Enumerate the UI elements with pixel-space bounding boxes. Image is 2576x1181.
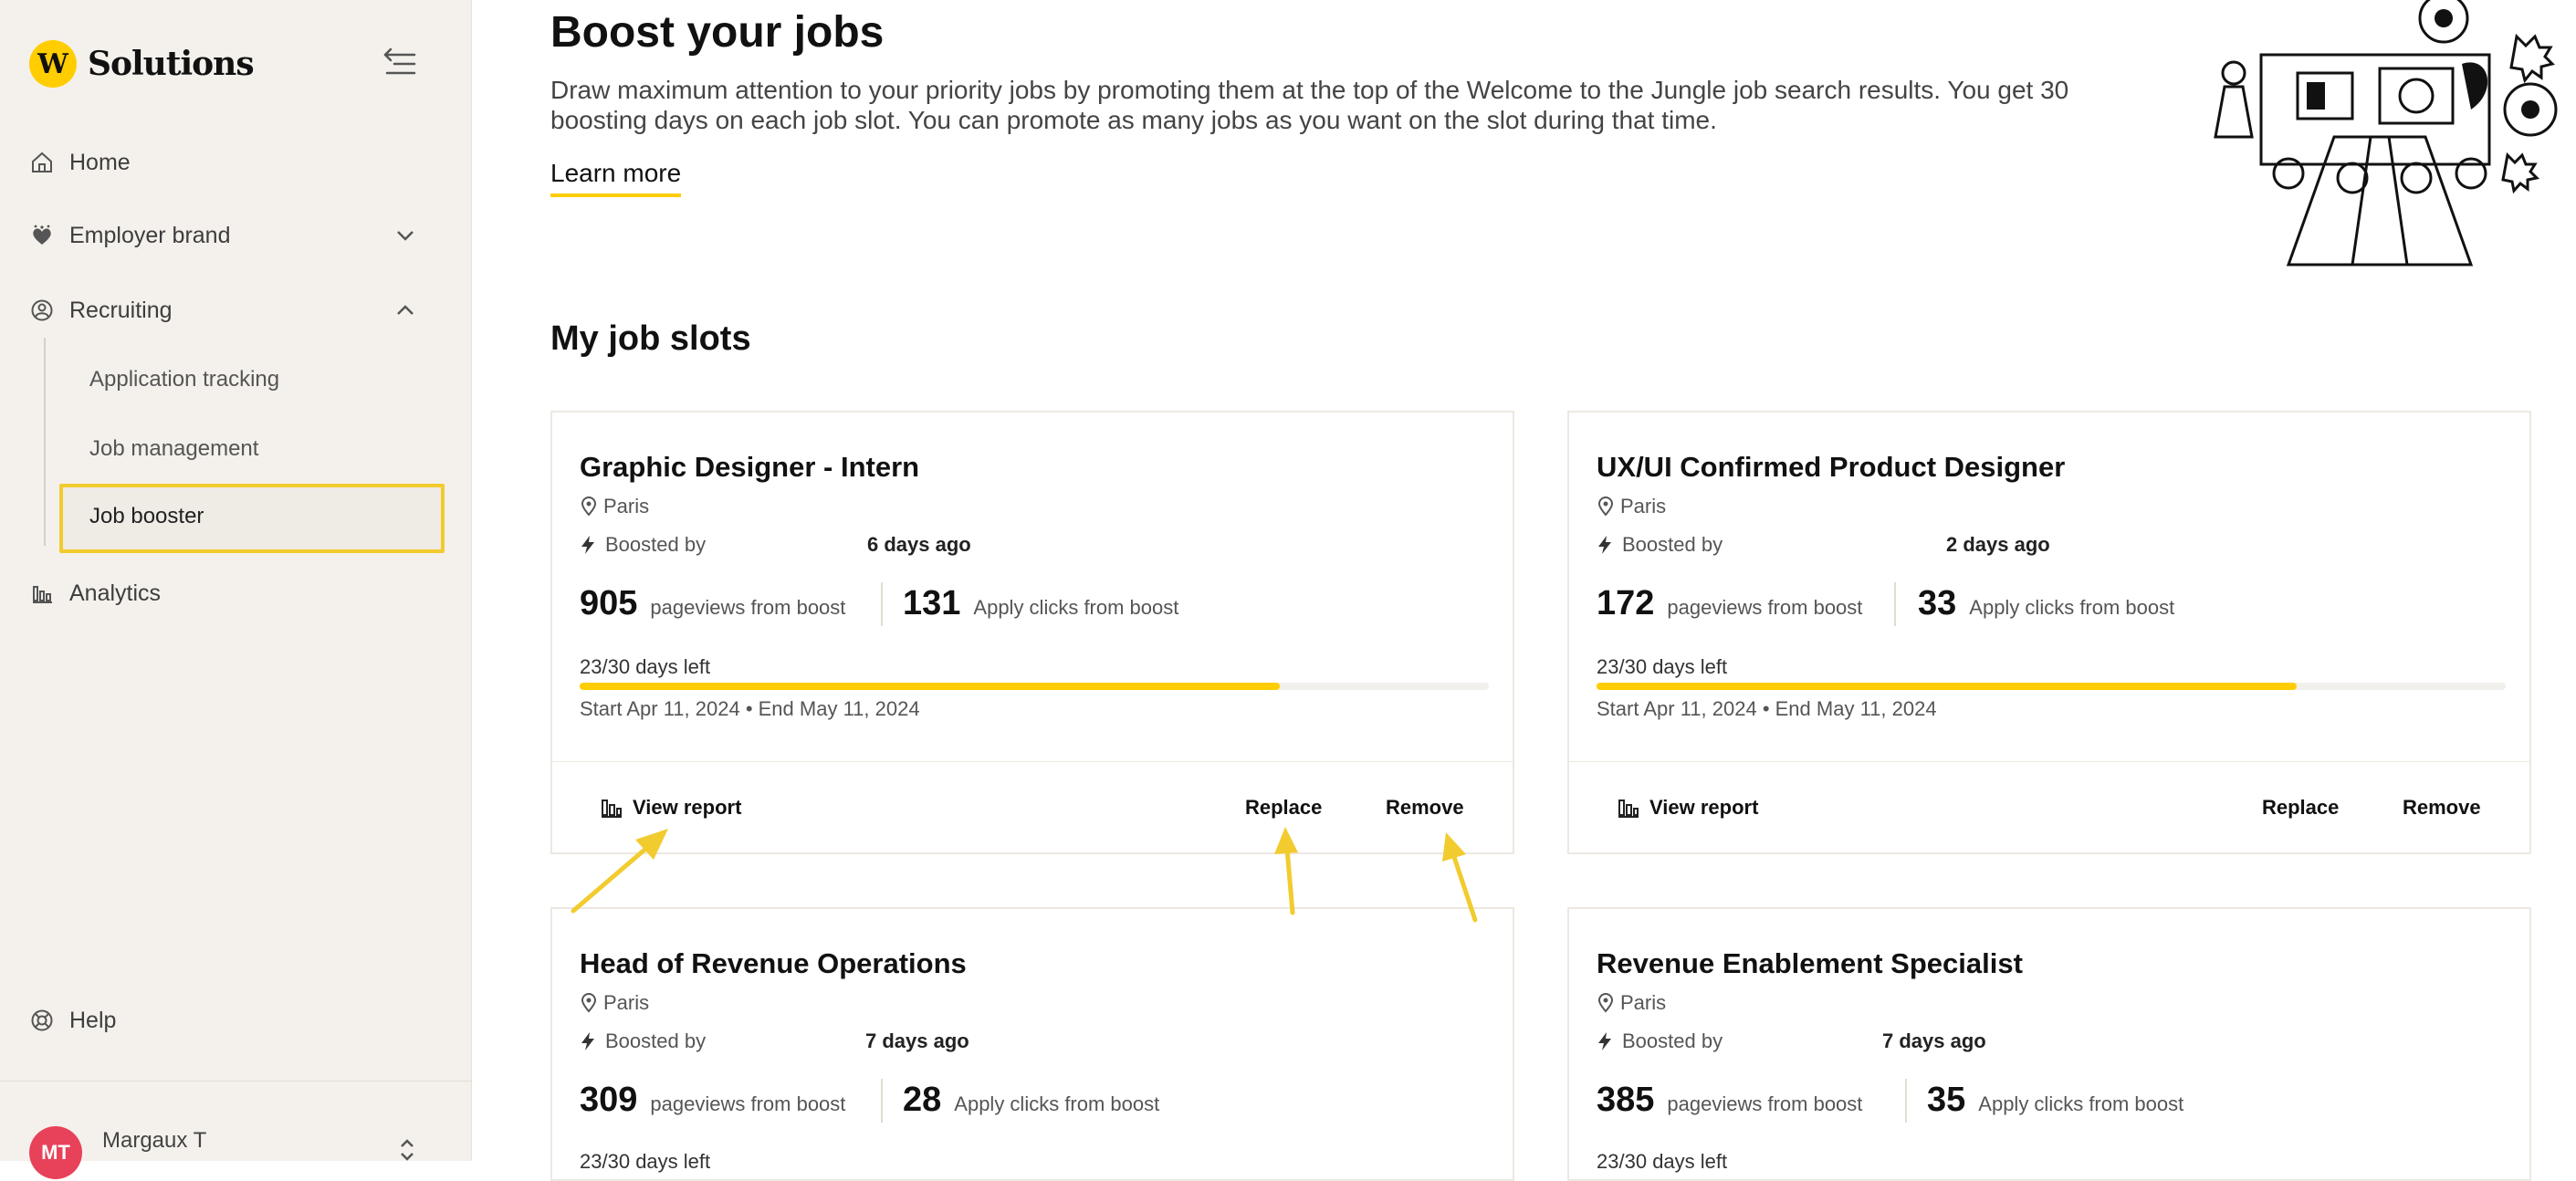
sidebar-item-label: Analytics [69, 580, 162, 606]
arrow-replace [1287, 849, 1293, 913]
boost-dates: Start Apr 11, 2024 • End May 11, 2024 [1597, 697, 1937, 720]
sidebar-item-label: Home [69, 149, 131, 175]
sidebar-item-label: Help [69, 1007, 117, 1033]
page-description: Draw maximum attention to your priority jobs by promoting them at the top of the Welcome to the Jungle job search results. You get 30 boosting days on each job slot. You can promote as many jobs as you want on the slot during that time. [550, 76, 2069, 134]
logo: W [29, 40, 77, 88]
apply-clicks-label: Apply clicks from boost [1978, 1092, 2184, 1115]
days-left: 23/30 days left [1597, 1150, 1728, 1173]
pageviews-label: pageviews from boost [650, 1092, 846, 1115]
pageviews-count: 905 [580, 584, 638, 622]
job-title[interactable]: Head of Revenue Operations [580, 947, 967, 979]
remove-button[interactable]: Remove [2403, 796, 2481, 819]
arrow-view-report [573, 845, 650, 911]
boosted-by: Boosted by [580, 533, 706, 557]
pageviews-label: pageviews from boost [1667, 1092, 1863, 1115]
sidebar-item-job-management[interactable]: Job management [89, 436, 259, 461]
pageviews-count: 172 [1597, 584, 1655, 622]
replace-button[interactable]: Replace [1245, 796, 1323, 819]
view-report-button[interactable]: View report [1617, 796, 1758, 820]
days-left: 23/30 days left [580, 655, 711, 678]
job-location: Paris [580, 991, 649, 1015]
sidebar-item-application-tracking[interactable]: Application tracking [89, 367, 280, 392]
apply-clicks-count: 33 [1918, 584, 1957, 622]
view-report-button[interactable]: View report [600, 796, 741, 820]
sidebar-item-label: Recruiting [69, 297, 173, 323]
days-left: 23/30 days left [1597, 655, 1728, 678]
boosted-time: 6 days ago [867, 533, 971, 556]
pageviews-count: 309 [580, 1081, 638, 1119]
days-left: 23/30 days left [580, 1150, 711, 1173]
user-name[interactable]: Margaux T [102, 1128, 207, 1153]
avatar[interactable]: MT [29, 1126, 82, 1179]
boost-dates: Start Apr 11, 2024 • End May 11, 2024 [580, 697, 920, 720]
job-title[interactable]: Graphic Designer - Intern [580, 451, 920, 483]
boosted-time: 7 days ago [865, 1029, 969, 1052]
boosted-time: 2 days ago [1946, 533, 2050, 556]
apply-clicks-count: 131 [903, 584, 961, 622]
job-location: Paris [1597, 495, 1666, 518]
apply-clicks-count: 35 [1927, 1081, 1966, 1119]
boosted-time: 7 days ago [1882, 1029, 1986, 1052]
brand-name: Solutions [88, 45, 254, 83]
pageviews-count: 385 [1597, 1081, 1655, 1119]
job-location: Paris [1597, 991, 1666, 1015]
apply-clicks-label: Apply clicks from boost [1969, 596, 2175, 619]
apply-clicks-count: 28 [903, 1081, 942, 1119]
pageviews-label: pageviews from boost [650, 596, 846, 619]
pageviews-label: pageviews from boost [1667, 596, 1863, 619]
job-title[interactable]: UX/UI Confirmed Product Designer [1597, 451, 2066, 483]
section-title: My job slots [550, 319, 751, 358]
job-title[interactable]: Revenue Enablement Specialist [1597, 947, 2023, 979]
remove-button[interactable]: Remove [1386, 796, 1464, 819]
job-location: Paris [580, 495, 649, 518]
page-title: Boost your jobs [550, 8, 885, 57]
apply-clicks-label: Apply clicks from boost [954, 1092, 1160, 1115]
arrow-remove [1453, 854, 1475, 920]
boosted-by: Boosted by [1597, 533, 1723, 557]
boosted-by: Boosted by [580, 1029, 706, 1053]
boosted-by: Boosted by [1597, 1029, 1723, 1053]
sidebar-item-label: Employer brand [69, 222, 231, 248]
learn-more-link[interactable]: Learn more [550, 159, 681, 197]
apply-clicks-label: Apply clicks from boost [973, 596, 1179, 619]
sidebar-item-label: Job booster [89, 504, 204, 528]
replace-button[interactable]: Replace [2262, 796, 2340, 819]
